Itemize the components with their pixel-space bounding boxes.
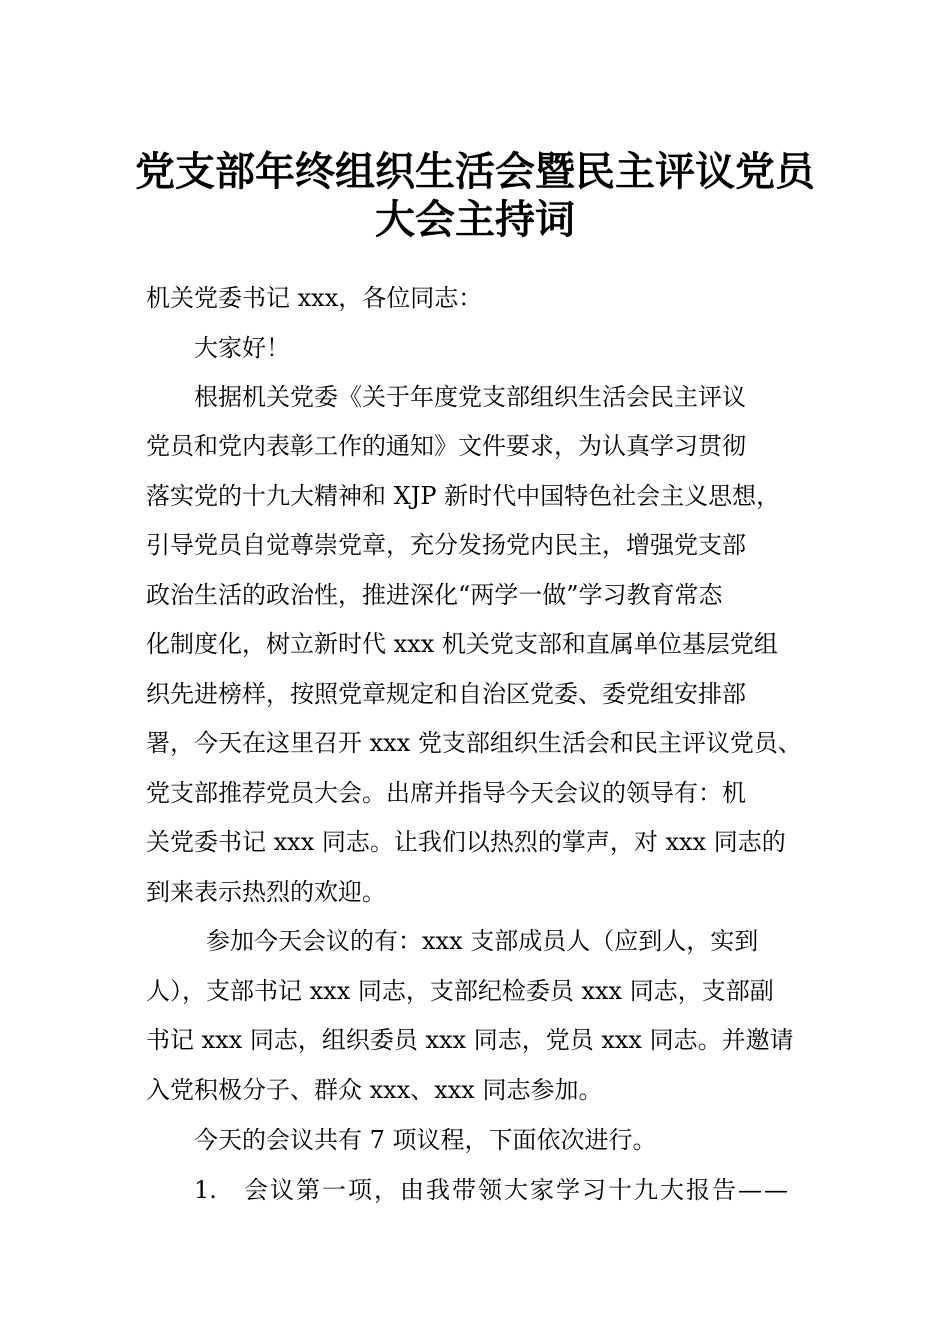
paragraph-1-line-3: 落实党的十九大精神和 XJP 新时代中国特色社会主义思想， [146,482,781,510]
paragraph-2-line-4: 入党积极分子、群众 xxx、xxx 同志参加。 [146,1076,603,1104]
list-item-number: 1. [194,1176,217,1204]
greeting-line: 大家好！ [194,334,290,362]
paragraph-2-line-3: 书记 xxx 同志，组织委员 xxx 同志，党员 xxx 同志。并邀请 [146,1026,794,1054]
paragraph-1-line-11: 到来表示热烈的欢迎。 [146,878,386,906]
paragraph-1-line-8: 署，今天在这里召开 xxx 党支部组织生活会和民主评议党员、 [146,729,802,757]
paragraph-2-line-2: 人），支部书记 xxx 同志，支部纪检委员 xxx 同志，支部副 [146,977,774,1005]
document-title-line-2: 大会主持词 [375,196,575,243]
agenda-intro-line: 今天的会议共有 7 项议程，下面依次进行。 [194,1126,657,1154]
paragraph-1-line-9: 党支部推荐党员大会。出席并指导今天会议的领导有：机 [146,779,746,807]
paragraph-2-line-1: 参加今天会议的有：xxx 支部成员人（应到人，实到 [206,927,759,955]
document-title-line-1: 党支部年终组织生活会暨民主评议党员 [135,148,815,195]
paragraph-1-line-2: 党员和党内表彰工作的通知》文件要求，为认真学习贯彻 [146,432,746,460]
paragraph-1-line-10: 关党委书记 xxx 同志。让我们以热烈的掌声，对 xxx 同志的 [146,828,786,856]
paragraph-1-line-5: 政治生活的政治性，推进深化“两学一做”学习教育常态 [146,581,723,609]
salutation-line: 机关党委书记 xxx，各位同志： [146,284,483,312]
paragraph-1-line-1: 根据机关党委《关于年度党支部组织生活会民主评议 [194,383,746,411]
paragraph-1-line-7: 织先进榜样，按照党章规定和自治区党委、委党组安排部 [146,680,746,708]
list-item-text: 会议第一项，由我带领大家学习十九大报告—— [244,1176,790,1204]
paragraph-1-line-6: 化制度化，树立新时代 xxx 机关党支部和直属单位基层党组 [146,630,778,658]
paragraph-1-line-4: 引导党员自觉尊崇党章，充分发扬党内民主，增强党支部 [146,531,746,559]
